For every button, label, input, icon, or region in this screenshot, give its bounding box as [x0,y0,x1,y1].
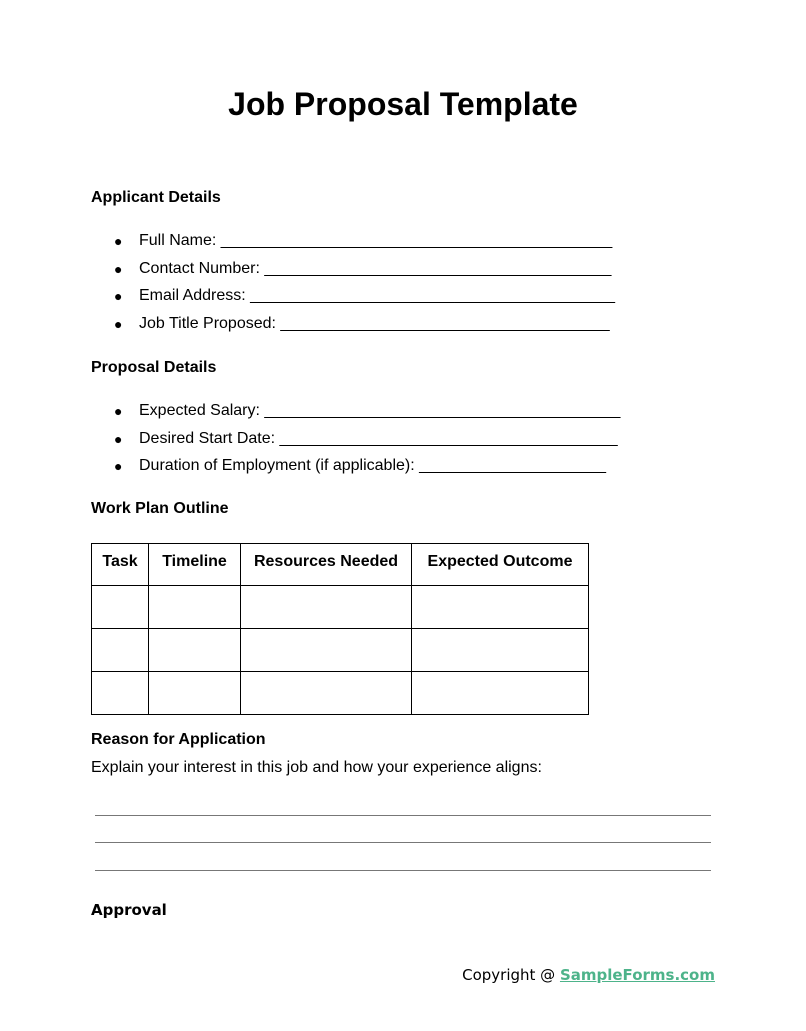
list-item-duration[interactable]: ● Duration of Employment (if applicable): _____________________ [114,457,606,475]
answer-line[interactable] [95,870,711,871]
table-cell[interactable] [412,672,589,715]
work-plan-table [91,543,589,715]
table-cell[interactable] [412,629,589,672]
answer-line[interactable] [95,815,711,816]
proposal-details-list [113,401,620,484]
bullet-icon: ● [114,430,123,447]
column-header-task: Task [92,544,149,586]
column-header-resources: Resources Needed [241,544,412,586]
bullet-icon: ● [114,233,123,249]
bullet-icon: ● [114,288,123,305]
applicant-details-list [113,231,615,341]
list-item-full-name[interactable]: ● Full Name: ____________________________________________ [114,232,613,249]
list-item-email-address[interactable]: ● Email Address: _________________________________________ [114,287,615,305]
table-cell[interactable] [412,586,589,629]
proposal-details-heading: Proposal Details [91,359,217,376]
answer-line[interactable] [95,842,711,843]
reason-prompt: Explain your interest in this job and how your experience aligns: [91,759,542,776]
page-title: Job Proposal Template [228,86,578,122]
table-cell[interactable] [149,586,241,629]
reason-heading: Reason for Application [91,731,266,748]
table-cell[interactable] [241,672,412,715]
bullet-icon: ● [114,403,123,419]
copyright-footer [462,965,715,985]
table-cell[interactable] [241,629,412,672]
table-cell[interactable] [92,586,149,629]
bullet-icon: ● [114,260,123,277]
bullet-icon: ● [114,458,123,475]
table-cell[interactable] [241,586,412,629]
list-item-contact-number[interactable]: ● Contact Number: _______________________________________ [114,259,612,277]
table-cell[interactable] [149,629,241,672]
list-item-start-date[interactable]: ● Desired Start Date: ______________________________________ [114,429,618,447]
work-plan-heading: Work Plan Outline [91,500,229,517]
table-cell[interactable] [92,629,149,672]
applicant-details-heading: Applicant Details [91,189,221,206]
brand-link[interactable]: SampleForms.com [559,966,715,984]
column-header-timeline: Timeline [149,544,241,586]
table-cell[interactable] [92,672,149,715]
bullet-icon: ● [114,315,123,332]
approval-heading: Approval [91,901,167,919]
column-header-outcome: Expected Outcome [412,544,589,586]
table-row [92,672,589,715]
table-row [92,629,589,672]
table-cell[interactable] [149,672,241,715]
list-item-job-title[interactable]: ● Job Title Proposed: _____________________________________ [114,314,610,332]
table-header-row [92,544,589,586]
table-row [92,586,589,629]
copyright-text: Copyright @ [462,966,560,984]
list-item-expected-salary[interactable]: ● Expected Salary: ________________________________________ [114,402,621,419]
